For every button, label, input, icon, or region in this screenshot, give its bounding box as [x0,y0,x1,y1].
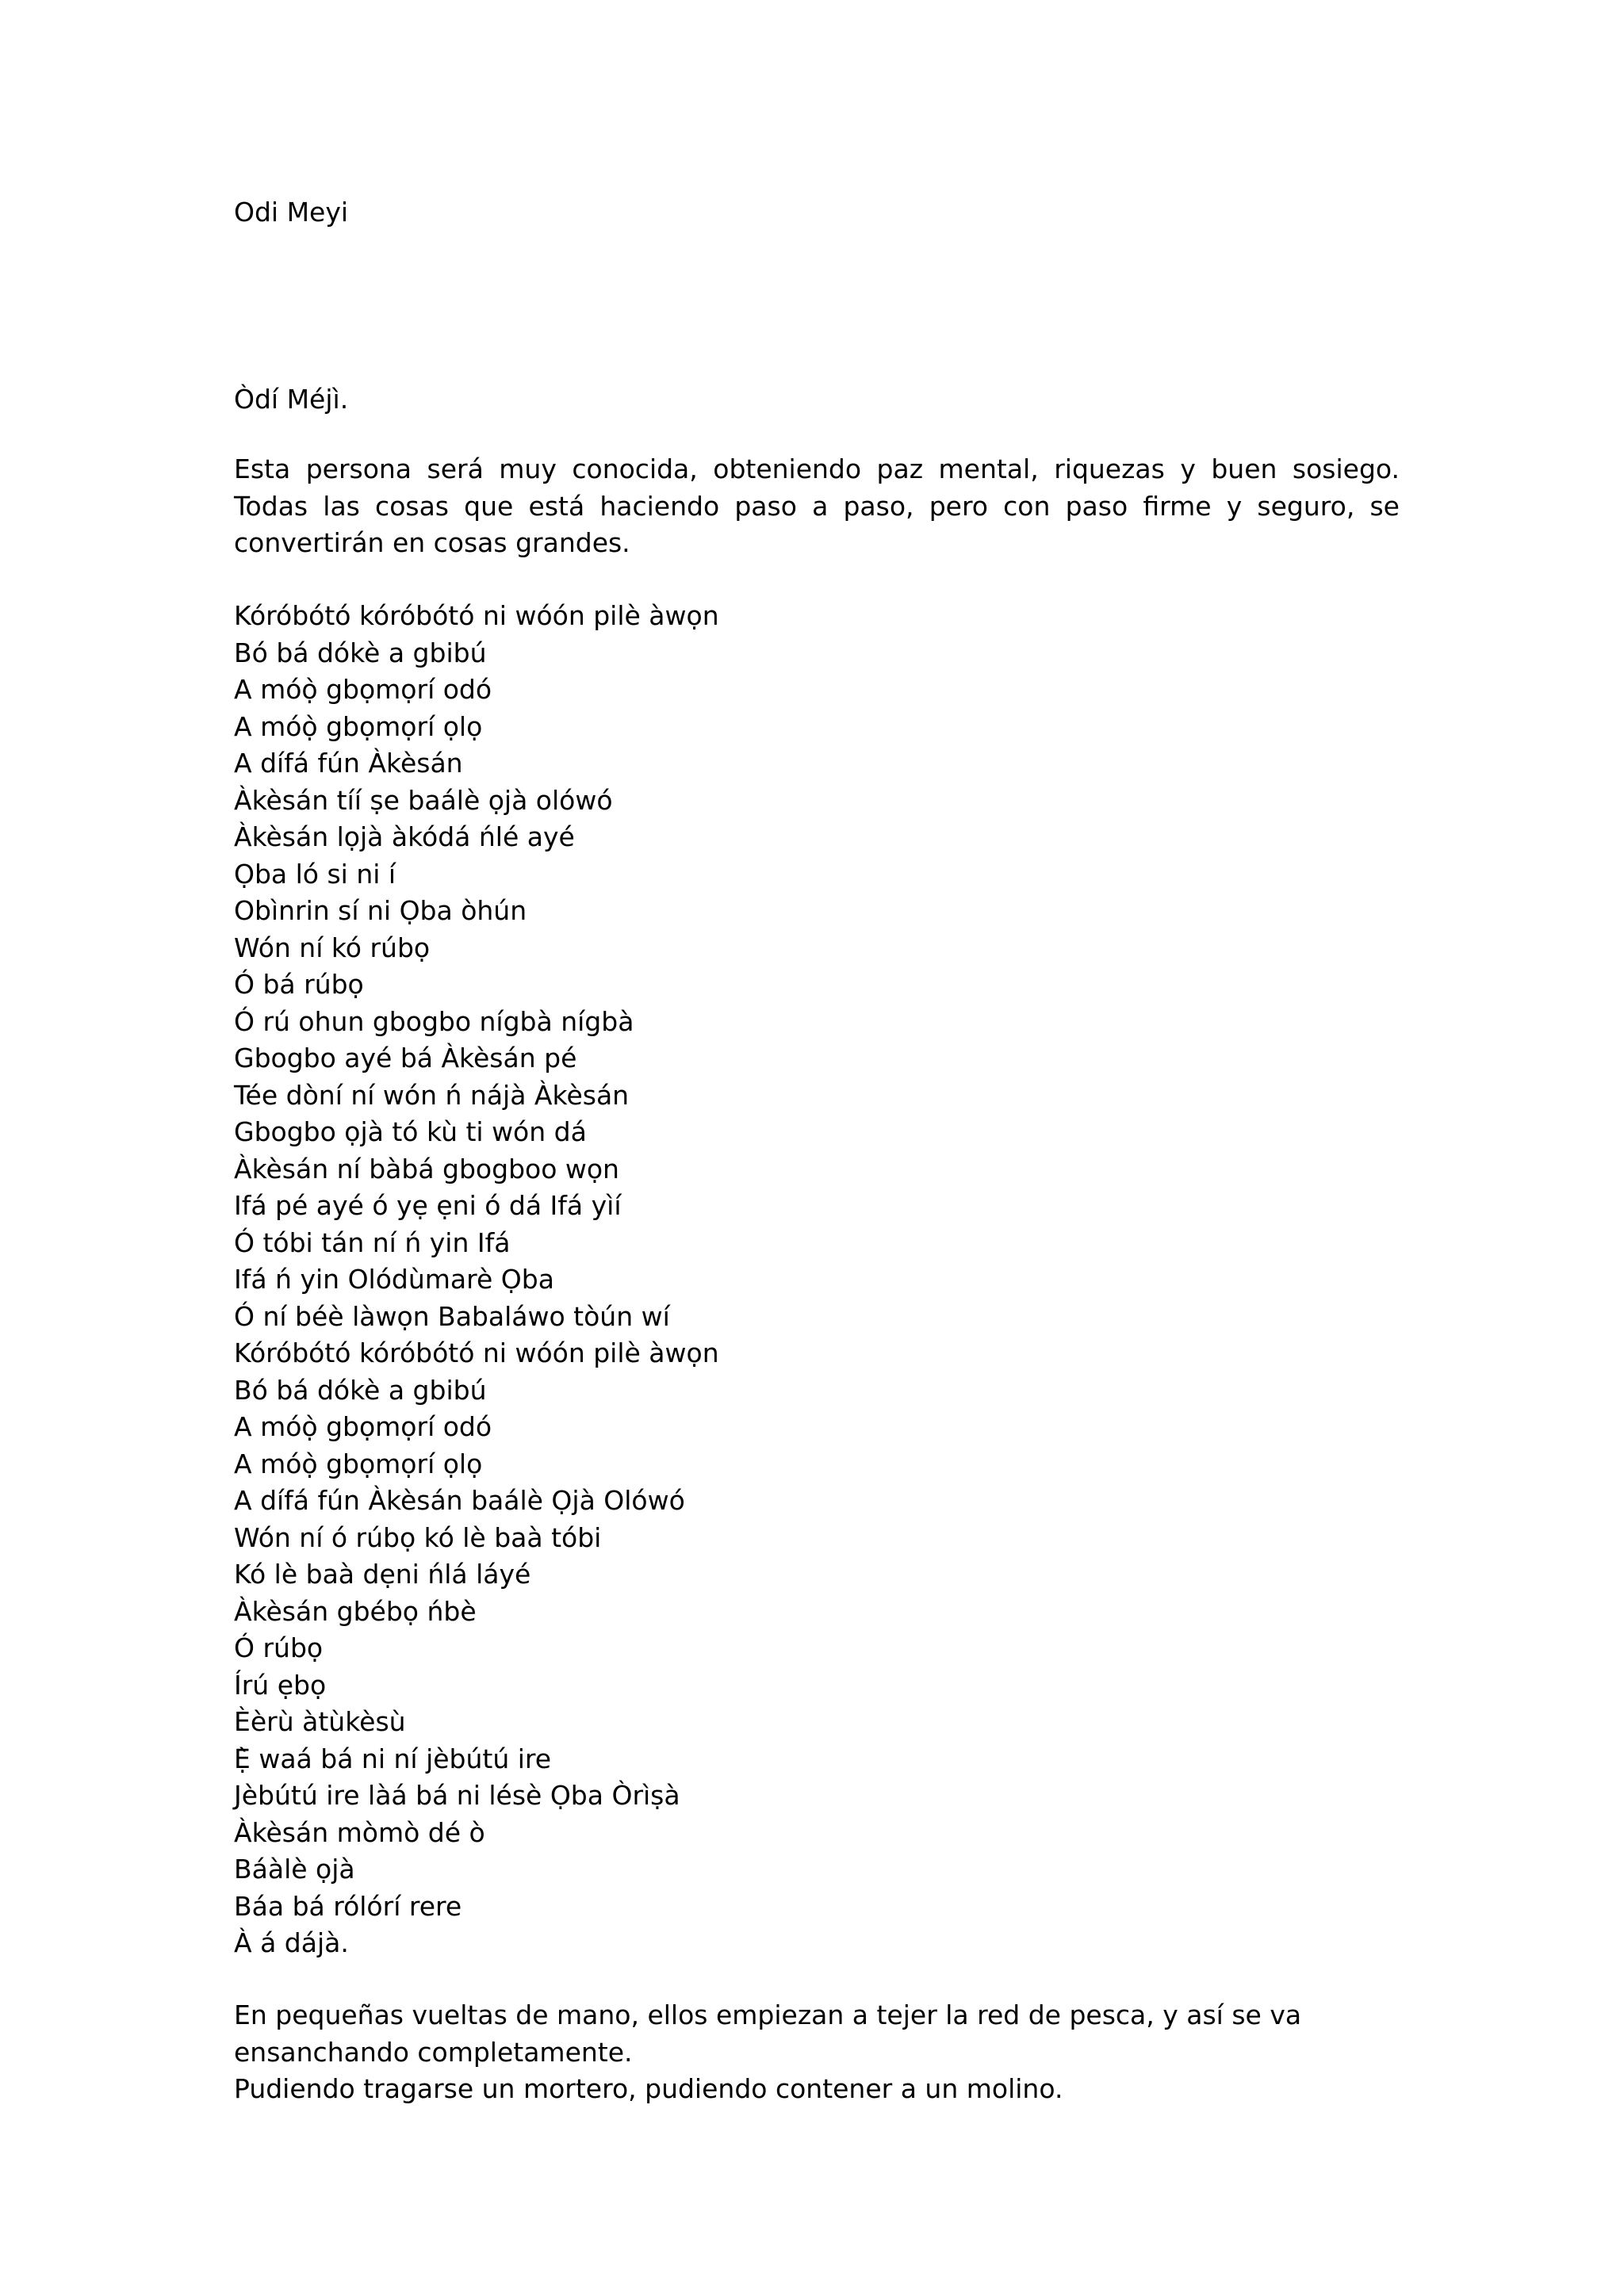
intro-paragraph: Esta persona será muy conocida, obteniendo paz mental, riquezas y buen sosiego. Todas las cosas que está haciendo paso a paso, pero con paso firme y seguro, se convertirán en cosas grandes. [234,453,1400,558]
verse-line: Wón ní kó rúbọ [234,932,431,963]
verse-line: Obìnrin sí ni Ọba òhún [234,895,527,926]
verse-line: Ifá pé ayé ó yẹ ẹni ó dá Ifá yìí [234,1190,622,1221]
verse-line: Ó tóbi tán ní ń yin Ifá [234,1226,511,1258]
verse-line: Àkèsán lọjà àkódá ńlé ayé [234,821,575,852]
closing-paragraph: Pudiendo tragarse un mortero, pudiendo contener a un molino. [234,2073,1063,2104]
verse-line: Tée dòní ní wón ń nájà Àkèsán [234,1079,630,1111]
verse-line: A móọ̀ gbọmọrí odó [234,674,492,705]
verse-line: Ọba ló si ni í [234,858,396,890]
verse-line: Àkèsán gbébọ ńbè [234,1595,477,1627]
verse-line: Kóróbótó kóróbótó ni wóón pilè àwọn [234,600,719,631]
section-heading: Òdí Méjì. [234,384,349,415]
verse-line: Báa bá rólórí rere [234,1890,462,1922]
verse-line: Ó bá rúbọ [234,969,364,1000]
verse-line: Ẹ̀ waá bá ni ní jèbútú ire [234,1743,552,1774]
verse-block [234,598,1400,1962]
verse-line: Jèbútú ire làá bá ni lésè Ọba Òrìṣà [234,1780,680,1811]
verse-line: Gbogbo ọjà tó kù ti wón dá [234,1116,587,1147]
verse-line: Èèrù àtùkèsù [234,1706,406,1737]
verse-line: A móọ̀ gbọmọrí ọlọ [234,1448,483,1479]
verse-line: Báàlè ọjà [234,1854,355,1885]
verse-line: Ifá ń yin Olódùmarè Ọba [234,1264,554,1295]
verse-line: Ó rúbọ [234,1632,324,1663]
verse-line: A móọ̀ gbọmọrí ọlọ [234,710,483,742]
verse-line: Írú ẹbọ [234,1669,327,1701]
verse-line: Kóróbótó kóróbótó ni wóón pilè àwọn [234,1337,719,1368]
verse-line: A dífá fún Àkèsán baálè Ọjà Olówó [234,1485,685,1516]
verse-line: Bó bá dókè a gbibú [234,1374,487,1406]
verse-line: Àkèsán ní bàbá gbogboo wọn [234,1153,619,1184]
closing-block [234,1997,1400,2108]
verse-line: Wón ní ó rúbọ kó lè baà tóbi [234,1521,602,1553]
verse-line: À á dájà. [234,1927,349,1958]
closing-paragraph: En pequeñas vueltas de mano, ellos empiezan a tejer la red de pesca, y así se va ensanchando completamente. [234,1999,1302,2068]
verse-line: Kó lè baà dẹni ńlá láyé [234,1559,531,1590]
verse-line: Gbogbo ayé bá Àkèsán pé [234,1043,577,1073]
verse-line: Ó rú ohun gbogbo nígbà nígbà [234,1005,634,1037]
verse-line: Àkèsán mòmò dé ò [234,1816,485,1848]
verse-line: A móọ̀ gbọmọrí odó [234,1411,492,1442]
document-title: Odi Meyi [234,197,349,228]
verse-line: Ó ní béè làwọn Babaláwo tòún wí [234,1300,670,1332]
verse-line: A dífá fún Àkèsán [234,748,463,779]
verse-line: Bó bá dókè a gbibú [234,637,487,668]
verse-line: Àkèsán tíí ṣe baálè ọjà olówó [234,784,613,816]
